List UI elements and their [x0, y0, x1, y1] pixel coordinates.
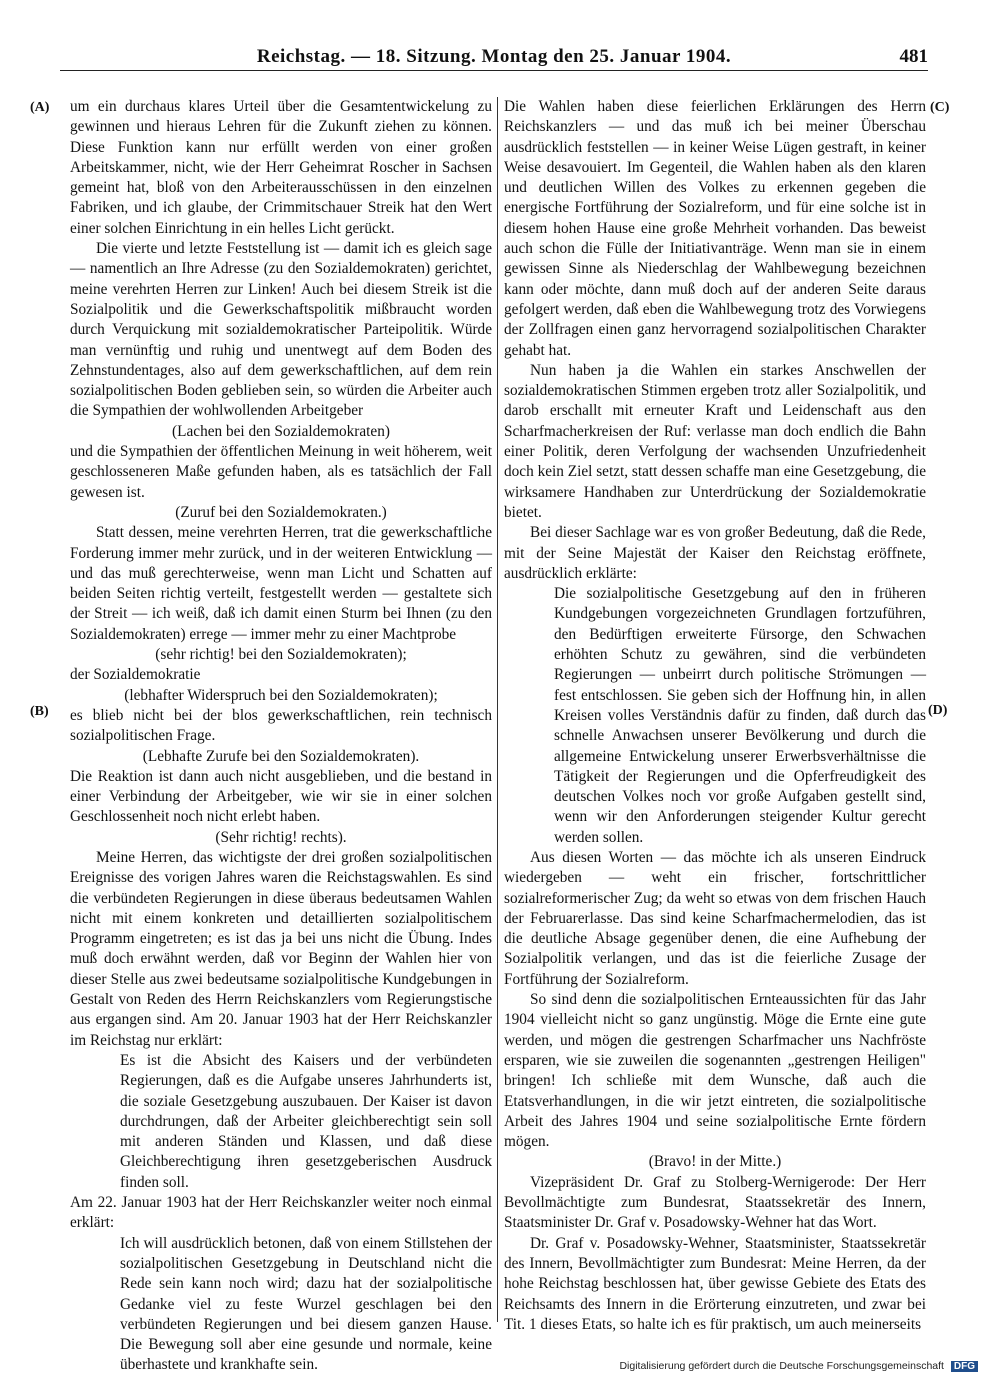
paragraph: Bei dieser Sachlage war es von großer Bedeutung, daß die Rede, mit der Seine Majestät der Kaiser den Reichstag eröffnete, ausdrücklich erklärte:	[504, 524, 926, 582]
interjection: (Lebhafte Zurufe bei den Sozialdemokraten).	[142, 747, 420, 765]
paragraph: Am 22. Januar 1903 hat der Herr Reichskanzler weiter noch einmal erklärt:	[70, 1194, 492, 1232]
paragraph: Die Reaktion ist dann auch nicht ausgeblieben, und die bestand in einer Verbindung der Arbeitgeber, wie wir sie in einer solchen Geschlossenheit noch nicht erlebt haben.	[70, 767, 492, 826]
paragraph: es blieb nicht bei der blos gewerkschaftlichen, rein technisch sozialpolitischen Frage.	[70, 706, 492, 745]
quotation: Ich will ausdrücklich betonen, daß von einem Stillstehen der sozialpolitischen Gesetzgebung in Deutschland nicht die Rede sein kann noch wird; dazu hat der sozialpolitische Gedanke viel zu feste Wurzel geschlagen bei den verbündeten Regierungen und bei diesem ganzen Hause. Die Bewegung soll aber eine gesunde und normale, keine überhastete und krankhafte sein.	[120, 1234, 492, 1374]
paragraph: um ein durchaus klares Urteil über die Gesamtentwickelung zu gewinnen und hieraus Lehren für die Zukunft ziehen zu können. Diese Funktion kann nur erfüllt werden von einer großen Arbeitskammer, nicht, wie der Herr Geheimrat Roscher in Sachsen gemeint hat, bloß von den Arbeiterausschüssen in den einzelnen Fabriken, und ich glaube, der Crimmitschauer Streik hat den Wert einer solchen Einrichtung in ein helles Licht gerückt.	[70, 98, 492, 237]
quotation: Die sozialpolitische Gesetzgebung auf den in früheren Kundgebungen vorgezeichneten Grundlagen fortzuführen, den Bedürftigen erweiterte Fürsorge, den Schwachen erhöhten Schutz zu gewähren, sind die verbündeten Regierungen — unbeirrt durch politische Strömungen — fest entschlossen. Sie geben sich der Hoffnung hin, in allen Kreisen volles Verständnis dafür zu finden, daß durch das schnelle Anwachsen unserer Bevölkerung und durch die allgemeine Entwickelung unserer Erwerbsverhältnisse die Tätigkeit der Regierungen und die Opferfreudigkeit des deutschen Volkes noch vor große Aufgaben gestellt sind, wenn wir den Anforderungen steigender Kultur gerecht werden sollen.	[554, 585, 926, 846]
margin-marker-d: (D)	[928, 703, 948, 718]
column-divider	[497, 97, 498, 1322]
paragraph: Die Wahlen haben diese feierlichen Erklärungen des Herrn Reichskanzlers — und das muß ich bei meiner Überschau ausdrücklich feststellen — in keiner Weise Lügen gestraft, in keiner Weise desavouiert. Im Gegenteil, die Wahlen haben als den klaren und deutlichen Willen des Volkes zu erkennen gegeben die energische Fortführung der Sozialreform, und für eine solche ist in diesem hohen Hause eine große Mehrheit vorhanden. Das beweist auch schon die Fülle der Initiativanträge. Wenn man sie in einem gewissen Sinne als Niederschlag der Wahlbewegung bezeichnen kann oder möchte, dann muß doch auf der anderen Seite daraus gefolgert werden, daß eben die Wahlbewegung trotz des Vorwiegens der Zollfragen einen ganz hervorragend sozialpolitischen Charakter gehabt hat.	[504, 98, 926, 359]
digitization-note	[600, 1360, 978, 1372]
paragraph: der Sozialdemokratie	[70, 666, 201, 684]
page-header	[60, 42, 928, 71]
right-column	[504, 97, 926, 1333]
interjection: (Zuruf bei den Sozialdemokraten.)	[175, 503, 387, 521]
interjection: (sehr richtig! bei den Sozialdemokraten);	[155, 646, 407, 664]
paragraph: Meine Herren, das wichtigste der drei großen sozialpolitischen Ereignisse des vorigen Jahres waren die Reichstagswahlen. Es sind die verbündeten Regierungen in diese überaus bedeutsamen Wahlen nicht mit einem konkreten und detaillierten sozialpolitischem Programm eingetreten; es ist das ja bei uns nicht die Übung. Indes muß doch erwähnt werden, daß vor Beginn der Wahlen hier von dieser Stelle aus zwei bedeutsame sozialpolitische Kundgebungen in Gestalt von Reden des Herrn Reichskanzlers vom Regierungstische aus ergangen sind. Am 20. Januar 1903 hat der Herr Reichskanzler im Reichstag nur erklärt:	[70, 848, 492, 1049]
quotation: Es ist die Absicht des Kaisers und der verbündeten Regierungen, daß es die Aufgabe unseres Jahrhunderts ist, die soziale Gesetzgebung auszubauen. Der Kaiser ist davon durchdrungen, daß der Arbeiter gleichberechtigt sein soll mit anderen Ständen und Klassen, und daß diese Gleichberechtigung ihren gesetzgeberischen Ausdruck finden soll.	[120, 1051, 492, 1191]
paragraph: Die vierte und letzte Feststellung ist — damit ich es gleich sage — namentlich an Ihre Adresse (zu den Sozialdemokraten) gerichtet, meine verehrten Herren zur Linken! Auch bei diesem Streik ist die Sozialpolitik und die Gewerkschaftspolitik mißbraucht worden durch Verquickung mit sozialdemokratischer Parteipolitik. Würde man vernünftig und ruhig und unentwegt auf dem Boden des Zehnstundentages, also auf dem gewerkschaftlichen, auf dem rein sozialpolitischen Boden geblieben sein, so würden die Arbeiter auch die Sympathien der wohlwollenden Arbeitgeber	[70, 240, 492, 420]
running-title: Reichstag. — 18. Sitzung. Montag den 25. Januar 1904.	[256, 46, 732, 67]
interjection: (Sehr richtig! rechts).	[215, 828, 347, 846]
digitization-note-text: Digitalisierung gefördert durch die Deutsche Forschungsgemeinschaft	[619, 1360, 944, 1372]
page-number: 481	[899, 46, 928, 67]
margin-marker-a: (A)	[30, 100, 50, 115]
left-column	[70, 97, 492, 1374]
paragraph: Statt dessen, meine verehrten Herren, trat die gewerkschaftliche Forderung immer mehr zurück, und in der weiteren Entwicklung — und das muß gerechterweise, wenn man Licht und Schatten auf beiden Seiten richtig verteilt, festgestellt werden — gestaltete sich der Streit — ich weiß, daß ich damit einen Sturm bei Ihnen (zu den Sozialdemokraten) errege — immer mehr zu einer Machtprobe	[70, 524, 492, 643]
interjection: (Bravo! in der Mitte.)	[648, 1153, 782, 1171]
speaker-paragraph: Dr. Graf v. Posadowsky-Wehner, Staatsminister, Staatssekretär des Innern, Bevollmächtigter zum Bundesrat: Meine Herren, da der hohe Reichstag beschlossen hat, über gewisse Gebiete des Etats des Reichsamts des Innern in die Erörterung einzutreten, und zwar bei Tit. 1 dieses Etats, so halte ich es für praktisch, um auch meinerseits	[504, 1234, 926, 1333]
margin-marker-c: (C)	[930, 100, 950, 115]
paragraph: So sind denn die sozialpolitischen Ernteaussichten für das Jahr 1904 vielleicht nicht so ganz ungünstig. Möge die Ernte eine gute werden, und mögen die gestrengen Scharfmacher uns Nachfröste ersparen, wie sie zuweilen die sogenannten „gestrengen Heiligen" bringen! Ich schließe mit dem Wunsche, daß auch die Etatsverhandlungen, in die wir jetzt eintreten, die sozialpolitische Arbeit des Jahres 1904 und seine sozialpolitische Ernte fördern mögen.	[504, 991, 926, 1151]
interjection: (lebhafter Widerspruch bei den Sozialdemokraten);	[124, 686, 438, 704]
dfg-logo: DFG	[951, 1361, 978, 1372]
interjection: (Lachen bei den Sozialdemokraten)	[172, 422, 390, 440]
paragraph: und die Sympathien der öffentlichen Meinung in weit höherem, weit geschlosseneren Maße gefunden haben, als es tatsächlich der Fall gewesen ist.	[70, 443, 492, 501]
paragraph: Aus diesen Worten — das möchte ich als unseren Eindruck wiedergeben — weht ein frischer, fortschrittlicher sozialreformerischer Zug; da weht so etwas von dem frischen Hauch der Februarerlasse. Das sind keine Scharfmachermelodien, das ist die deutliche Absage gegenüber denen, die eine Aufhebung der Sozialpolitik verlangen, und das ist die feierliche Zusage der Fortführung der Sozialreform.	[504, 848, 926, 988]
paragraph: Nun haben ja die Wahlen ein starkes Anschwellen der sozialdemokratischen Stimmen ergeben trotz aller Sozialpolitik, und darob erschallt mit erneuter Kraft und Leidenschaft aus den Scharfmacherkreisen der Ruf: verlasse man doch endlich die Bahn einer Politik, deren Verfolgung der wachsenden Unzufriedenheit doch kein Ziel setzt, statt dessen schaffe man eine Gesetzgebung, die wirksamere Handhaben zur Unterdrückung der Sozialdemokratie bietet.	[504, 361, 926, 521]
margin-marker-b: (B)	[30, 704, 49, 719]
speaker-paragraph: Vizepräsident Dr. Graf zu Stolberg-Wernigerode: Der Herr Bevollmächtigte zum Bundesrat, Staatssekretär des Innern, Staatsminister Dr. Graf v. Posadowsky-Wehner hat das Wort.	[504, 1173, 926, 1232]
